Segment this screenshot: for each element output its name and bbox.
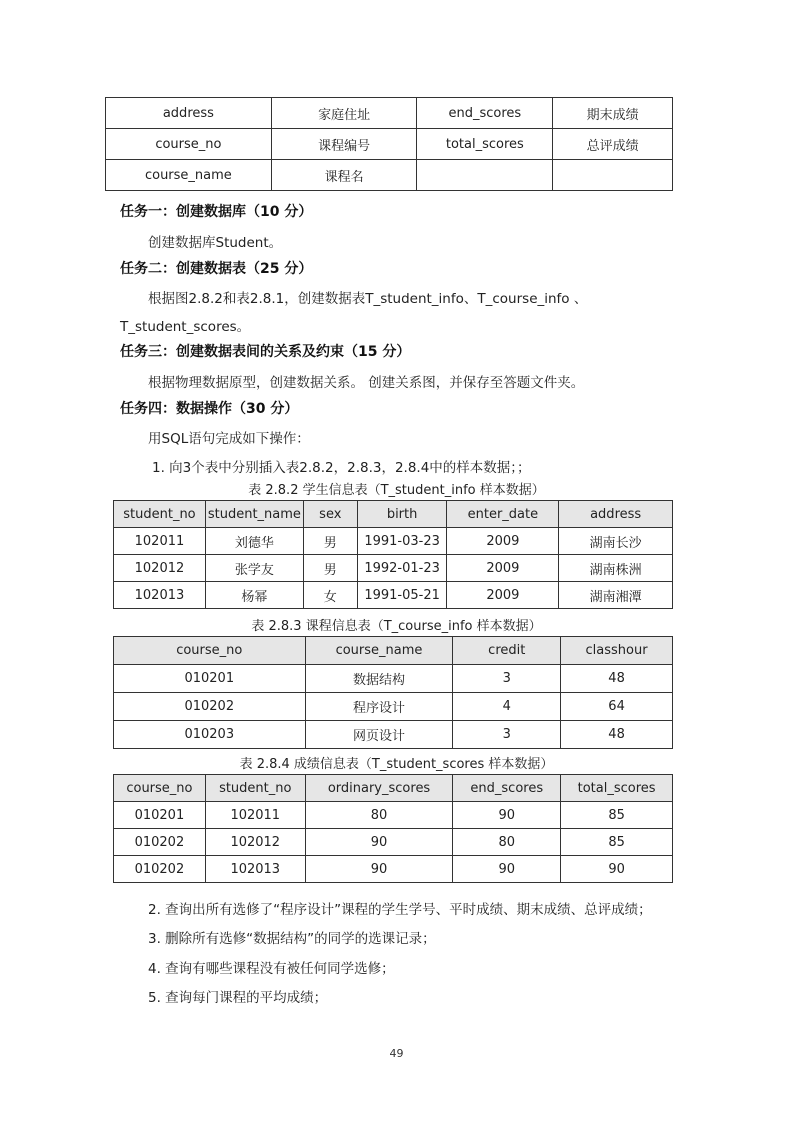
table-cell: 刘德华 [205,528,303,555]
table-row [114,802,673,829]
task2-heading: 任务二：创建数据表（25 分） [120,261,313,277]
table-cell: 1992-01-23 [357,555,447,582]
table-row [114,829,673,856]
table-header-row [114,637,673,665]
table-cell: 4 [453,693,561,721]
table-cell: 80 [305,802,453,829]
table-row [106,98,673,129]
column-header: student_no [114,501,206,528]
table-cell: 课程编号 [271,129,417,160]
table-row [114,693,673,721]
column-header: classhour [561,637,673,665]
column-header: total_scores [561,775,673,802]
table-cell: 1991-05-21 [357,582,447,609]
table-cell: course_no [106,129,272,160]
table-cell: 2009 [447,528,559,555]
task1-heading: 任务一：创建数据库（10 分） [120,204,313,220]
table-cell: 2009 [447,555,559,582]
table-cell: 102013 [205,856,305,883]
table-cell: 85 [561,802,673,829]
table-cell: 102012 [114,555,206,582]
course-table-caption: 表 2.8.3 课程信息表（T_course_info 样本数据） [251,619,542,634]
student-scores-table [113,774,673,883]
student-info-table [113,500,673,609]
table-cell: 总评成绩 [553,129,673,160]
table-cell: 湖南湘潭 [559,582,673,609]
column-header: course_no [114,637,306,665]
table-cell: 男 [303,528,357,555]
table-cell: 90 [305,829,453,856]
table-row [114,721,673,749]
table-header-row [114,501,673,528]
course-info-table [113,636,673,749]
table-row [114,665,673,693]
query-item-5: 5. 查询每门课程的平均成绩； [148,990,328,1006]
query-item-2: 2. 查询出所有选修了“程序设计”课程的学生学号、平时成绩、期末成绩、总评成绩； [148,902,652,918]
table-cell: 3 [453,665,561,693]
table-cell: total_scores [417,129,553,160]
table-cell [553,160,673,191]
table-cell: 90 [453,856,561,883]
table-row [114,555,673,582]
table-cell: 48 [561,721,673,749]
table-row [114,528,673,555]
table-cell: 3 [453,721,561,749]
column-header: ordinary_scores [305,775,453,802]
table-cell: 家庭住址 [271,98,417,129]
scores-table-caption: 表 2.8.4 成绩信息表（T_student_scores 样本数据） [239,757,554,772]
query-item-3: 3. 删除所有选修“数据结构”的同学的选课记录； [148,931,436,947]
field-description-table [105,97,673,191]
task4-intro: 用SQL语句完成如下操作： [148,431,310,447]
table-cell: 010202 [114,693,306,721]
table-cell: address [106,98,272,129]
table-cell: 010202 [114,856,206,883]
task3-text: 根据物理数据原型，创建数据关系。 创建关系图，并保存至答题文件夹。 [148,375,585,391]
table-cell: 010201 [114,802,206,829]
column-header: birth [357,501,447,528]
task2-line2: T_student_scores。 [120,319,251,335]
task4-item1: 1. 向3个表中分别插入表2.8.2，2.8.3，2.8.4中的样本数据；； [152,460,531,476]
table-cell: 010202 [114,829,206,856]
column-header: course_name [305,637,453,665]
table-cell [417,160,553,191]
table-cell: 期末成绩 [553,98,673,129]
column-header: credit [453,637,561,665]
column-header: course_no [114,775,206,802]
table-cell: 男 [303,555,357,582]
table-cell: 课程名 [271,160,417,191]
table-cell: 64 [561,693,673,721]
table-cell: 湖南长沙 [559,528,673,555]
table-row [106,160,673,191]
table-cell: 网页设计 [305,721,453,749]
column-header: student_no [205,775,305,802]
table-cell: 90 [453,802,561,829]
column-header: end_scores [453,775,561,802]
table-cell: 90 [561,856,673,883]
table-cell: end_scores [417,98,553,129]
table-cell: 杨幂 [205,582,303,609]
table-cell: 102011 [114,528,206,555]
table-cell: 程序设计 [305,693,453,721]
table-row [106,129,673,160]
task1-text: 创建数据库Student。 [148,235,283,251]
task2-line1: 根据图2.8.2和表2.8.1，创建数据表T_student_info、T_course_info 、 [148,291,588,307]
table-header-row [114,775,673,802]
table-cell: 102013 [114,582,206,609]
column-header: sex [303,501,357,528]
table-cell: 张学友 [205,555,303,582]
task4-heading: 任务四：数据操作（30 分） [120,401,299,417]
table-cell: 010201 [114,665,306,693]
table-cell: 102011 [205,802,305,829]
table-cell: 2009 [447,582,559,609]
table-cell: 85 [561,829,673,856]
table-cell: 90 [305,856,453,883]
table-cell: course_name [106,160,272,191]
table-cell: 女 [303,582,357,609]
column-header: student_name [205,501,303,528]
table-row [114,856,673,883]
table-cell: 48 [561,665,673,693]
table-cell: 102012 [205,829,305,856]
column-header: enter_date [447,501,559,528]
page-number: 49 [389,1047,404,1060]
student-table-caption: 表 2.8.2 学生信息表（T_student_info 样本数据） [248,483,545,498]
column-header: address [559,501,673,528]
table-cell: 数据结构 [305,665,453,693]
table-cell: 湖南株洲 [559,555,673,582]
task3-heading: 任务三：创建数据表间的关系及约束（15 分） [120,344,411,360]
table-cell: 1991-03-23 [357,528,447,555]
table-cell: 010203 [114,721,306,749]
table-row [114,582,673,609]
query-item-4: 4. 查询有哪些课程没有被任何同学选修； [148,961,395,977]
table-cell: 80 [453,829,561,856]
